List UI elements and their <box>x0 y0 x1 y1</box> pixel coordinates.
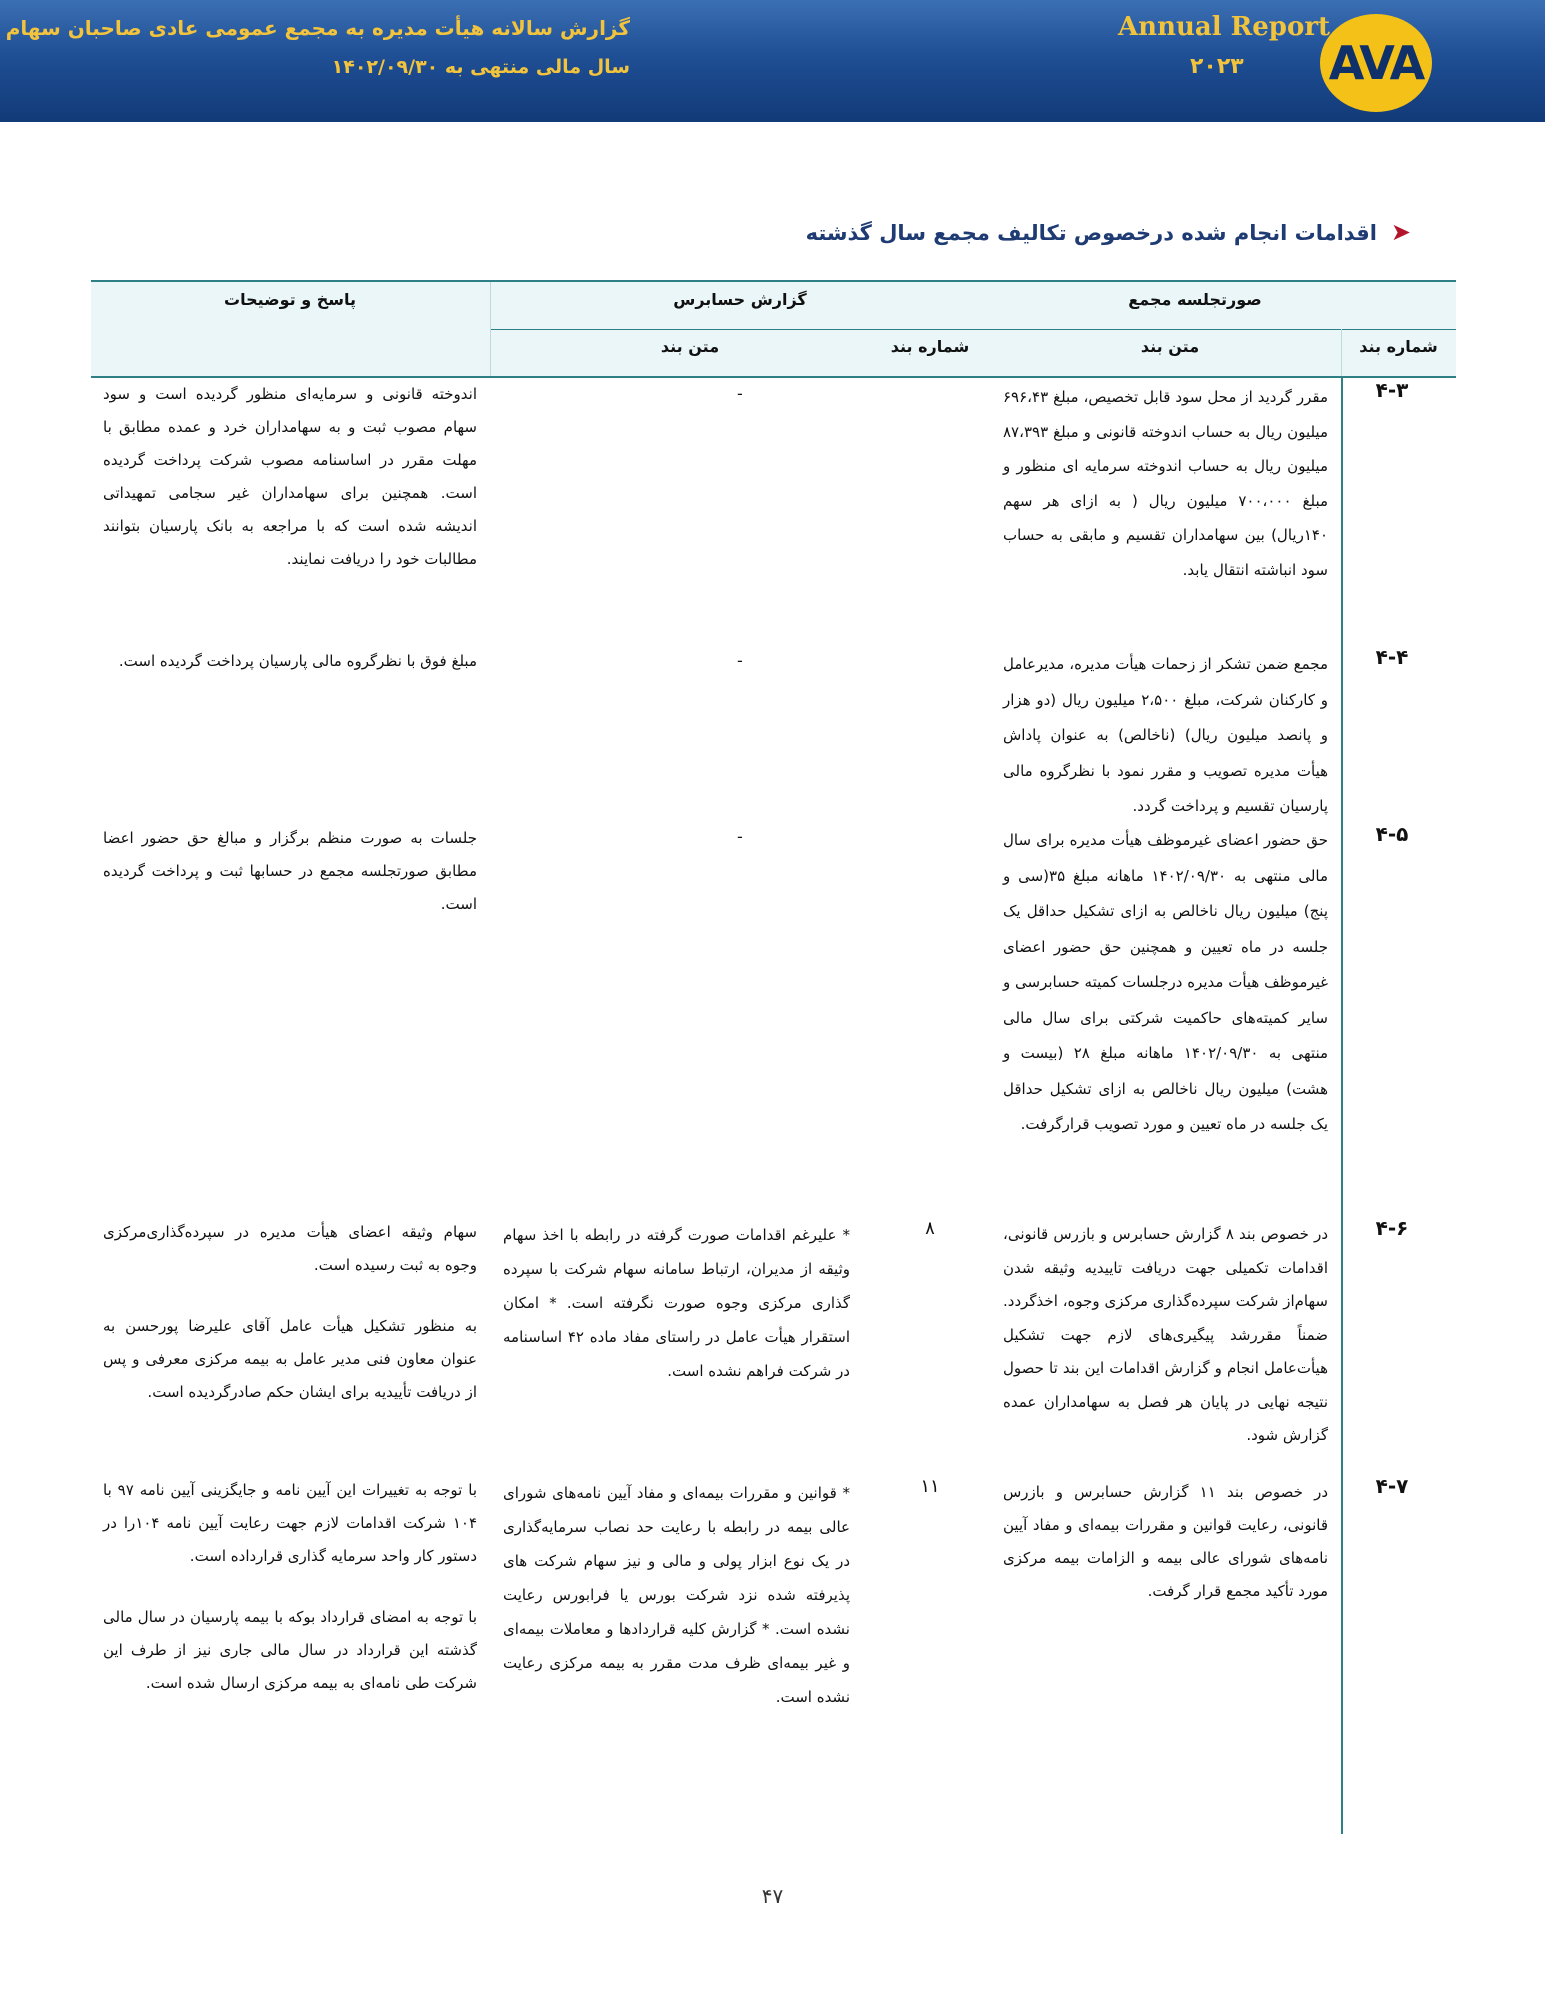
response-text <box>103 1474 477 1700</box>
response-paragraph: جلسات به صورت منظم برگزار و مبالغ حق حضور اعضا مطابق صورتجلسه مجمع در حسابها ثبت و پرداخت گردیده است. <box>103 829 477 913</box>
section-title <box>806 218 1411 246</box>
header-assembly-minutes: صورتجلسه مجمع <box>1128 290 1262 309</box>
header-clause-number: شماره بند <box>1359 337 1438 356</box>
header-clause-text: متن بند <box>1140 337 1200 356</box>
clause-number: ۴-۷ <box>1375 1474 1409 1498</box>
response-text <box>103 645 477 678</box>
fiscal-year-label: سال مالی منتهی به ۱۴۰۲/۰۹/۳۰ <box>331 56 630 78</box>
header-divider <box>91 280 1456 282</box>
response-paragraph: با توجه به امضای قرارداد بوکه با بیمه پارسیان در سال مالی گذشته این قرارداد در سال مالی جاری نیز از طرف این شرکت طی نامه‌ای به بیمه مرکزی ارسال شده است. <box>103 1608 477 1692</box>
annual-report-title: Annual Report <box>1118 12 1331 42</box>
response-paragraph: مبلغ فوق با نظرگروه مالی پارسیان پرداخت گردیده است. <box>118 652 477 670</box>
header-auditor-report: گزارش حسابرس <box>673 290 807 309</box>
clause-number: ۴-۵ <box>1375 822 1409 846</box>
clause-text: مجمع ضمن تشکر از زحمات هیأت مدیره، مدیرعامل و کارکنان شرکت، مبلغ ۲،۵۰۰ میلیون ریال (دو هزار و پانصد میلیون ریال) (ناخالص) به عنوان پاداش هیأت مدیره تصویب و مقرر نمود با نظرگروه مالی پارسیان تقسیم و پرداخت گردد. <box>1003 655 1329 815</box>
column-divider <box>490 282 491 376</box>
response-text <box>103 822 477 921</box>
clause-number: ۴-۶ <box>1375 1216 1409 1240</box>
auditor-text: - <box>737 384 743 403</box>
auditor-clause-number: ۸ <box>925 1218 935 1239</box>
auditor-text: - <box>737 651 743 670</box>
page-number: ۴۷ <box>761 1884 784 1908</box>
header-subdivider <box>490 329 1456 330</box>
clause-text: در خصوص بند ۸ گزارش حسابرس و بازرس قانونی، اقدامات تکمیلی جهت دریافت تاییدیه وثیقه شدن سهام‌از شرکت سپرده‌گذاری مرکزی وجوه، اخذگردد. ضمناً مقررشد پیگیری‌های لازم جهت تشکیل هیأت‌عامل انجام و گزارش اقدامات این بند تا حصول نتیجه نهایی در پایان هر فصل به سهامداران عمده گزارش شود. <box>1003 1225 1329 1444</box>
header-auditor-clause-number: شماره بند <box>890 337 970 356</box>
auditor-text: * قوانین و مقررات بیمه‌ای و مفاد آیین نامه‌های شورای عالی بیمه در رابطه با رعایت حد نصاب سرمایه‌گذاری در یک نوع ابزار پولی و مالی و نیز سهام شرکت های پذیرفته شده نزد شرکت بورس یا فرابورس رعایت نشده است. * گزارش کلیه قراردادها و معاملات بیمه‌ای و غیر بیمه‌ای ظرف مدت مقرر به بیمه مرکزی رعایت نشده است. <box>503 1484 850 1706</box>
report-subtitle: گزارش سالانه هیأت مدیره به مجمع عمومی عادی صاحبان سهام <box>5 16 630 40</box>
auditor-text: - <box>737 827 743 846</box>
header-auditor-clause-text: متن بند <box>660 337 720 356</box>
response-paragraph: اندوخته قانونی و سرمایه‌ای منظور گردیده است و سود سهام مصوب ثبت و به سهامداران خرد و عمده مطابق با مهلت مقرر در اساسنامه مصوب شرکت پرداخت گردیده است. همچنین برای سهامداران غیر سجامی تمهیداتی اندیشه شده است که با مراجعه به بانک پارسیان بتوانند مطالبات خود را دریافت نمایند. <box>103 385 477 568</box>
clause-number: ۴-۳ <box>1375 378 1409 402</box>
auditor-clause-number: ۱۱ <box>920 1476 940 1497</box>
response-paragraph: با توجه به تغییرات این آیین نامه و جایگزینی آیین نامه ۹۷ با ۱۰۴ شرکت اقدامات لازم جهت رعایت آیین نامه ۱۰۴را در دستور کار واحد سرمایه گذاری قرارداده است. <box>103 1481 477 1565</box>
chevron-left-icon: ➤ <box>1390 218 1411 246</box>
header-banner <box>0 0 1545 122</box>
clause-text: مقرر گردید از محل سود قابل تخصیص، مبلغ ۶۹۶،۴۳ میلیون ریال به حساب اندوخته قانونی و مبلغ ۸۷،۳۹۳ میلیون ریال به حساب اندوخته سرمایه ای منظور و مبلغ ۷۰۰،۰۰۰ میلیون ریال ( به ازای هر سهم ۱۴۰ریال) بین سهامداران تقسیم و مابقی به حساب سود انباشته انتقال یابد. <box>1003 388 1329 579</box>
response-paragraph: به منظور تشکیل هیأت عامل آقای علیرضا پورحسن به عنوان معاون فنی مدیر عامل به بیمه مرکزی معرفی و پس از دریافت تأییدیه برای ایشان حکم صادرگردیده است. <box>103 1317 477 1401</box>
clause-text: در خصوص بند ۱۱ گزارش حسابرس و بازرس قانونی، رعایت قوانین و مقررات بیمه‌ای و مفاد آیین نامه‌های شورای عالی بیمه و الزامات بیمه مرکزی مورد تأکید مجمع قرار گرفت. <box>1003 1483 1328 1600</box>
response-paragraph: سهام وثیقه اعضای هیأت مدیره در سپرده‌گذاری‌مرکزی وجوه به ثبت رسیده است. <box>103 1223 477 1274</box>
clause-text: حق حضور اعضای غیرموظف هیأت مدیره برای سال مالی منتهی به ۱۴۰۲/۰۹/۳۰ ماهانه مبلغ ۳۵(سی و پنج) میلیون ریال ناخالص به ازای تشکیل حداقل یک جلسه در ماه تعیین و همچنین حق حضور اعضای غیرموظف هیأت مدیره درجلسات کمیته حسابرسی و سایر کمیته‌های حاکمیت شرکتی برای سال مالی منتهی به ۱۴۰۲/۰۹/۳۰ ماهانه مبلغ ۲۸ (بیست و هشت) میلیون ریال ناخالص به ازای تشکیل حداقل یک جلسه در ماه تعیین و مورد تصویب قرارگرفت. <box>1003 831 1329 1133</box>
table-right-rule <box>1341 376 1343 1834</box>
company-logo <box>1320 14 1432 112</box>
section-title-text: اقدامات انجام شده درخصوص تکالیف مجمع سال گذشته <box>805 221 1377 245</box>
annual-report-year: ۲۰۲۳ <box>1190 54 1244 79</box>
response-text <box>103 378 477 576</box>
clause-number: ۴-۴ <box>1375 645 1409 669</box>
response-text <box>103 1216 477 1409</box>
logo-text: AVA <box>1328 36 1424 90</box>
header-response: پاسخ و توضیحات <box>223 290 356 309</box>
auditor-text: * علیرغم اقدامات صورت گرفته در رابطه با اخذ سهام وثیقه از مدیران، ارتباط سامانه سهام شرکت با سپرده گذاری مرکزی وجوه صورت نگرفته است. * امکان استقرار هیأت عامل در راستای مفاد ماده ۴۲ اساسنامه در شرکت فراهم نشده است. <box>503 1226 850 1380</box>
